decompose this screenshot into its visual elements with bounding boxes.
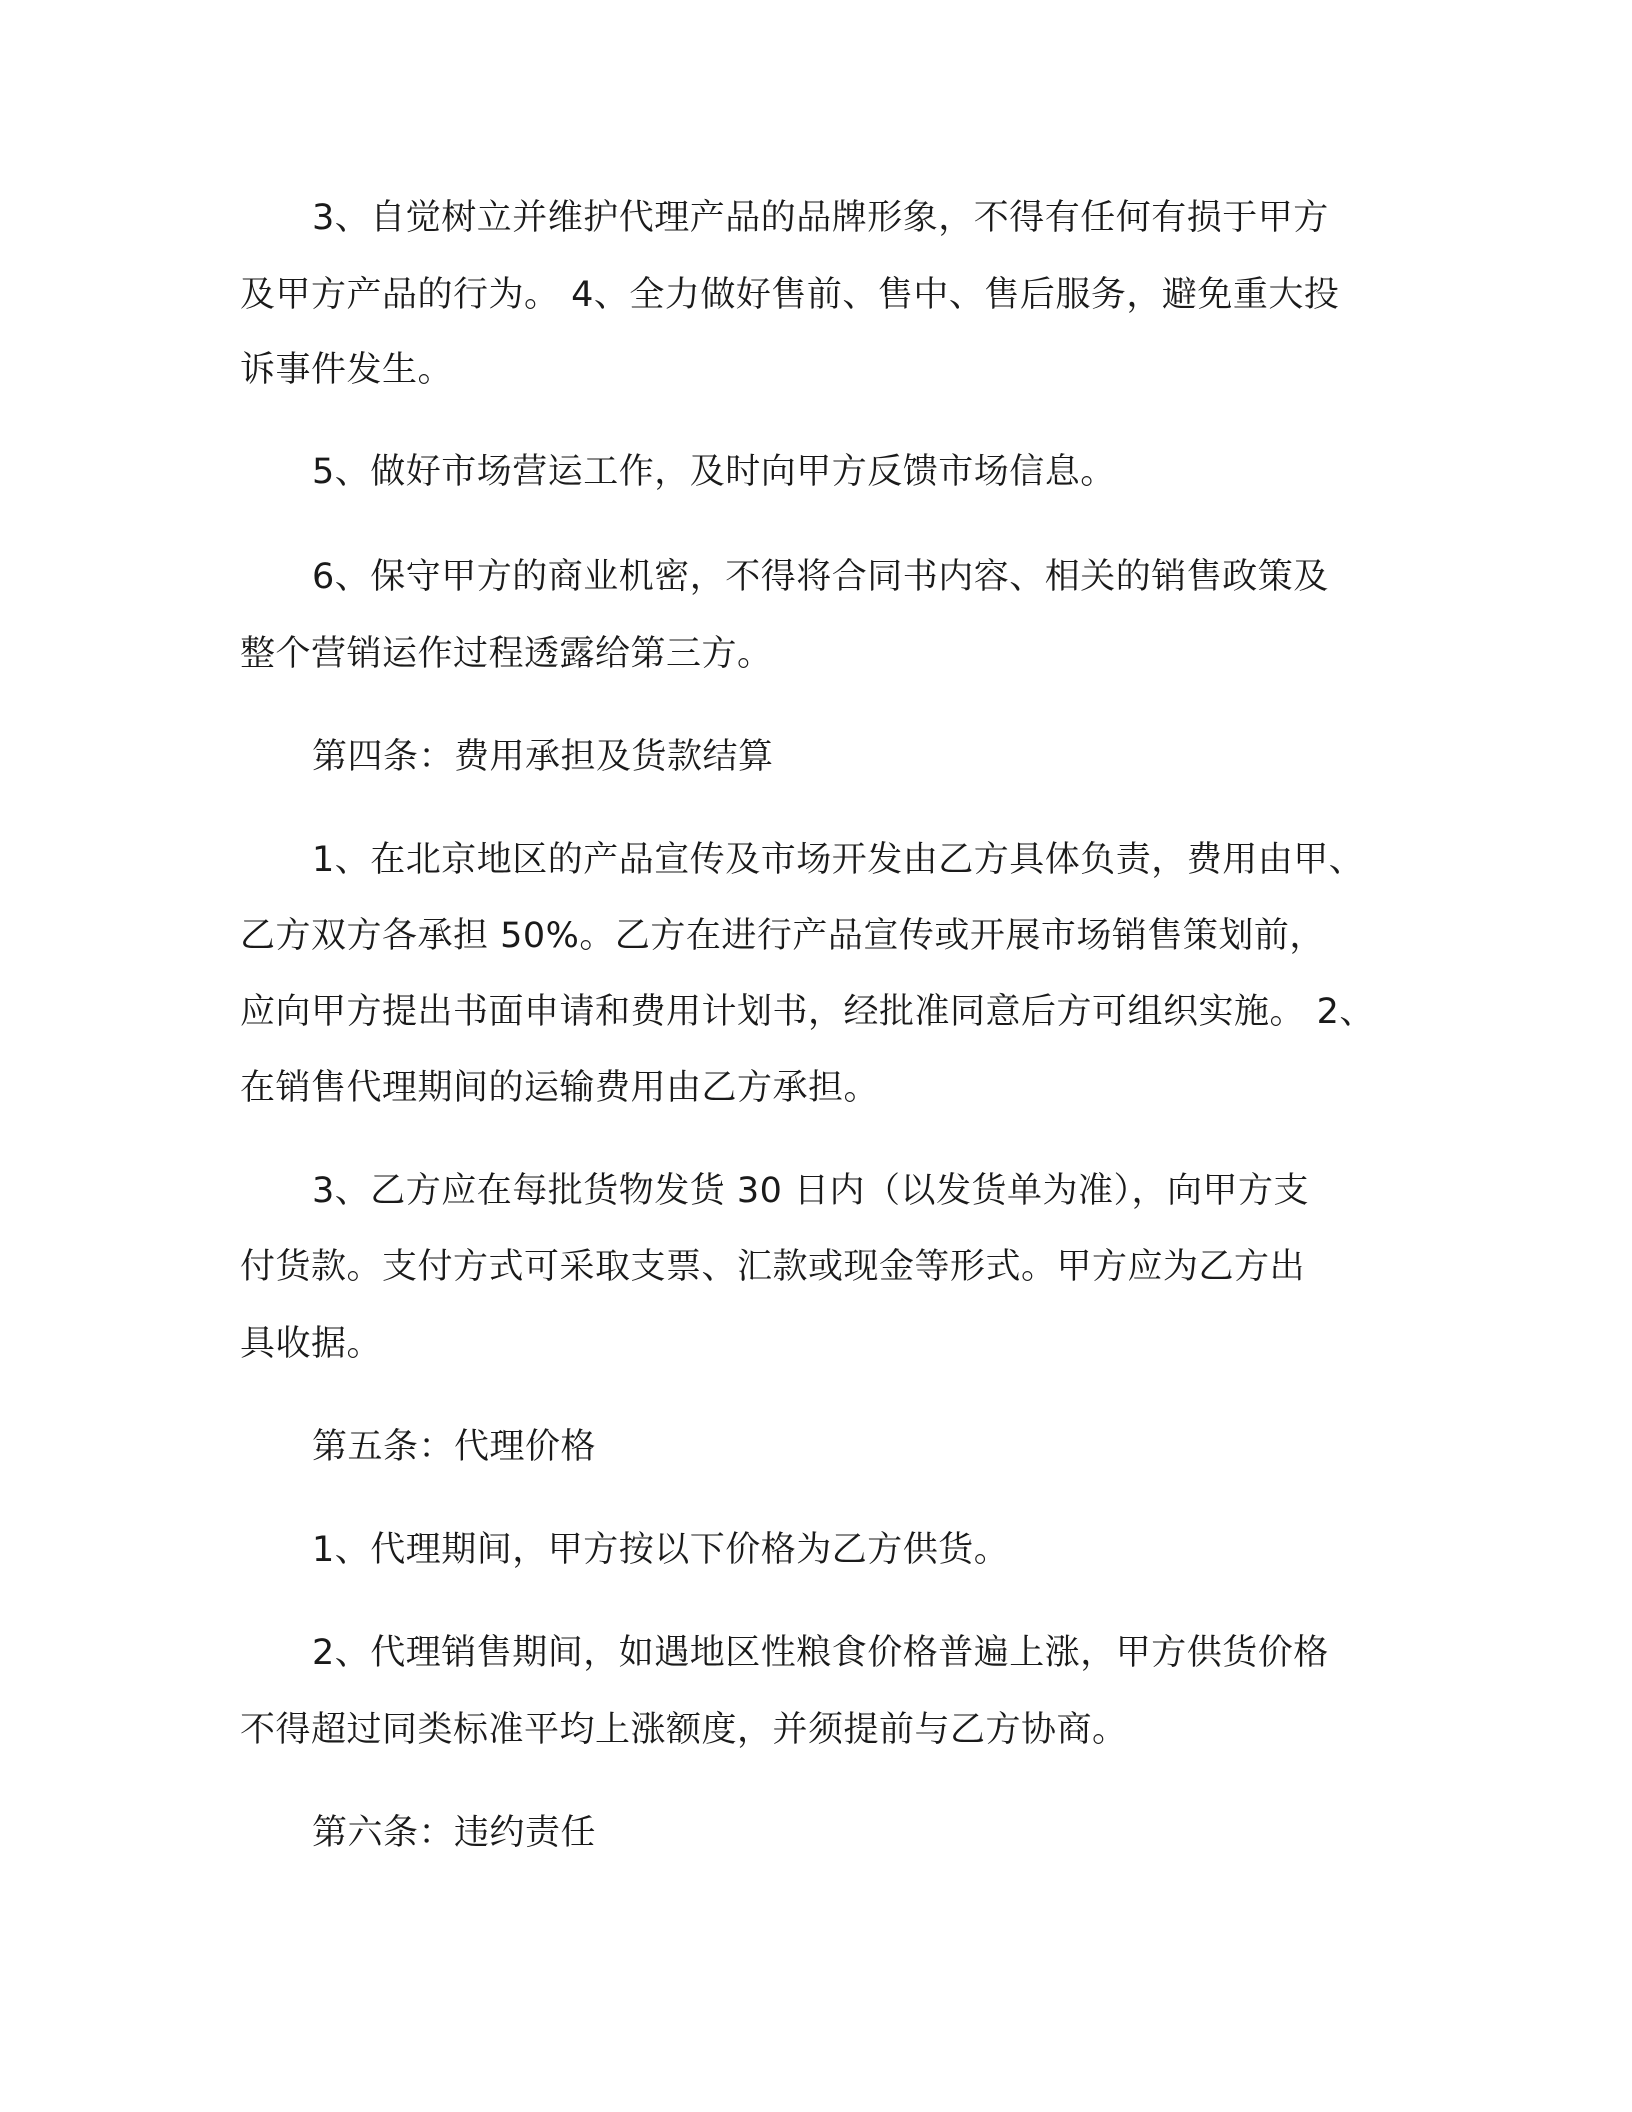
paragraph-line: 5、做好市场营运工作，及时向甲方反馈市场信息。 — [312, 452, 1116, 492]
paragraph-line: 6、保守甲方的商业机密，不得将合同书内容、相关的销售政策及 — [312, 557, 1329, 597]
section-heading: 第六条：违约责任 — [312, 1813, 597, 1853]
paragraph-line: 应向甲方提出书面申请和费用计划书，经批准同意后方可组织实施。 2、 — [240, 992, 1375, 1032]
section-heading: 第四条：费用承担及货款结算 — [312, 737, 774, 777]
paragraph-line: 付货款。支付方式可采取支票、汇款或现金等形式。甲方应为乙方出 — [240, 1247, 1306, 1287]
section-heading: 第五条：代理价格 — [312, 1427, 597, 1467]
paragraph-line: 3、自觉树立并维护代理产品的品牌形象，不得有任何有损于甲方 — [312, 198, 1329, 238]
paragraph-line: 诉事件发生。 — [240, 350, 454, 390]
paragraph-line: 乙方双方各承担 50%。乙方在进行产品宣传或开展市场销售策划前， — [240, 916, 1325, 956]
paragraph-line: 不得超过同类标准平均上涨额度，并须提前与乙方协商。 — [240, 1710, 1128, 1750]
paragraph-line: 及甲方产品的行为。 4、全力做好售前、售中、售后服务，避免重大投 — [240, 275, 1340, 315]
paragraph-line: 1、代理期间，甲方按以下价格为乙方供货。 — [312, 1530, 1010, 1570]
paragraph-line: 具收据。 — [240, 1324, 383, 1364]
paragraph-line: 1、在北京地区的产品宣传及市场开发由乙方具体负责，费用由甲、 — [312, 840, 1365, 880]
paragraph-line: 整个营销运作过程透露给第三方。 — [240, 634, 773, 674]
paragraph-line: 2、代理销售期间，如遇地区性粮食价格普遍上涨，甲方供货价格 — [312, 1633, 1329, 1673]
paragraph-line: 在销售代理期间的运输费用由乙方承担。 — [240, 1068, 880, 1108]
paragraph-line: 3、乙方应在每批货物发货 30 日内（以发货单为准），向甲方支 — [312, 1171, 1310, 1211]
